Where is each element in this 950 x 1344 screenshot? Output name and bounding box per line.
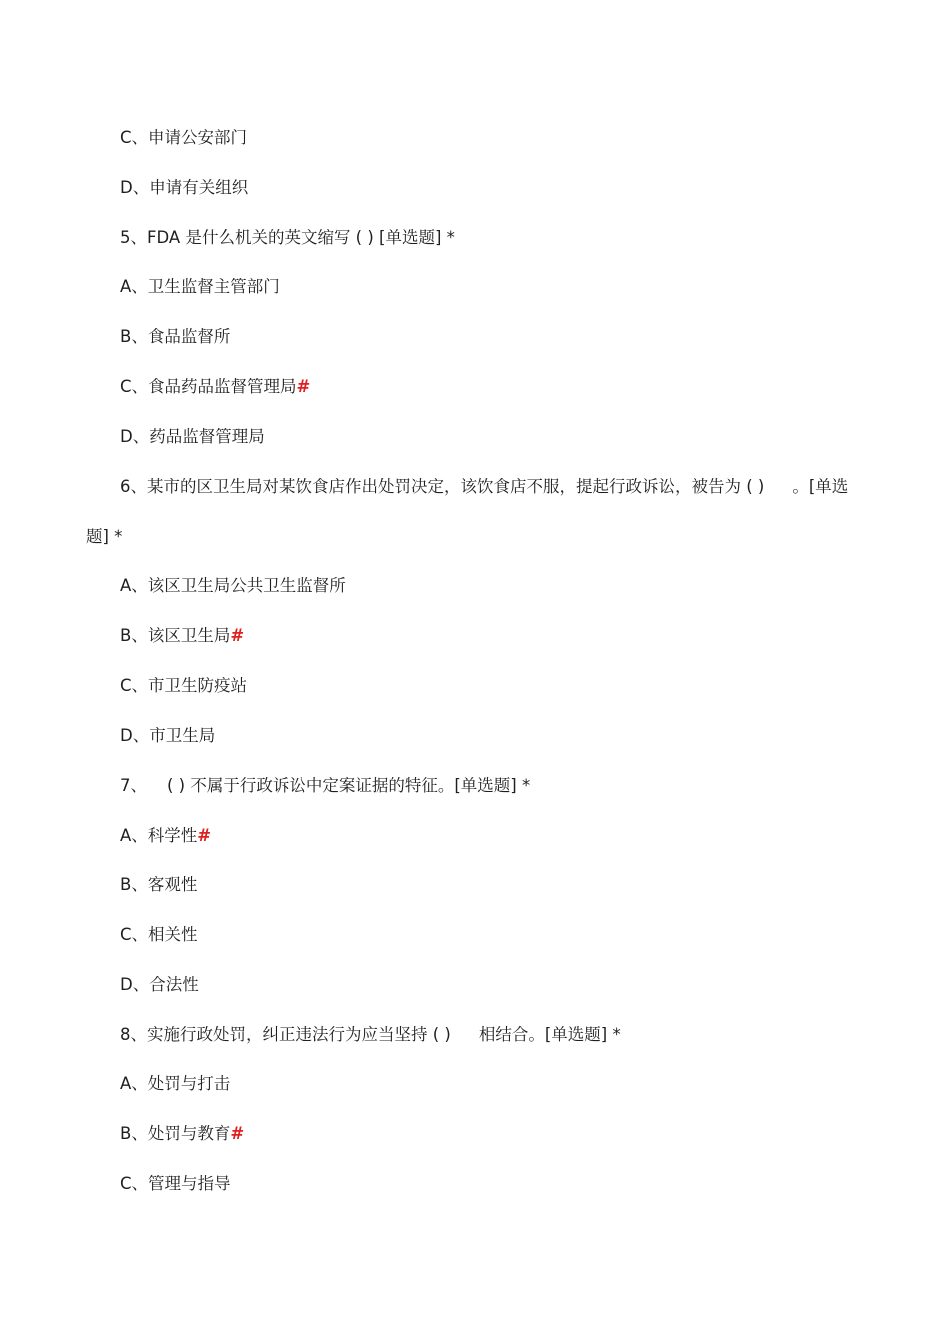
option-text: 科学性: [147, 826, 198, 845]
option-text: 管理与指导: [148, 1174, 231, 1193]
option-text: 申请有关组织: [149, 178, 249, 197]
question-number: 7、: [120, 776, 147, 795]
question-6: [120, 476, 848, 498]
option-letter: A、: [120, 1074, 148, 1093]
q6-option-a: [120, 575, 346, 597]
q7-option-d: [120, 974, 199, 996]
q5-option-c: [120, 376, 310, 398]
option-text: 处罚与教育: [147, 1124, 231, 1143]
option-letter: C、: [120, 1174, 149, 1193]
q7-option-b: [120, 874, 197, 896]
option-letter: D、: [120, 975, 150, 994]
option-letter: B、: [120, 626, 148, 645]
option-letter: C、: [120, 377, 149, 396]
question-text: ( ) 不属于行政诉讼中定案证据的特征。[单选题] *: [167, 776, 531, 795]
question-text-tail: 。[单选: [792, 477, 849, 496]
question-text: FDA 是什么机关的英文缩写 ( ) [单选题] *: [147, 228, 455, 247]
question-number: 6、: [120, 477, 147, 496]
q7-option-a: [120, 825, 211, 847]
question-8: [120, 1024, 621, 1046]
option-text: 该区卫生局: [147, 626, 231, 645]
q8-option-c: [120, 1173, 231, 1195]
q6-option-b: [120, 625, 244, 647]
option-letter: D、: [120, 178, 150, 197]
option-letter: A、: [120, 826, 148, 845]
question-text: 某市的区卫生局对某饮食店作出处罚决定，该饮食店不服，提起行政诉讼，被告为 ( ): [147, 477, 765, 496]
option-text: 处罚与打击: [147, 1074, 231, 1093]
option-text: 市卫生防疫站: [148, 676, 248, 695]
option-letter: A、: [120, 277, 148, 296]
q4-option-d: [120, 177, 248, 199]
option-letter: C、: [120, 925, 149, 944]
q6-option-d: [120, 725, 215, 747]
q5-option-b: [120, 326, 230, 348]
option-letter: B、: [120, 875, 148, 894]
q8-option-a: [120, 1073, 230, 1095]
q5-option-d: [120, 426, 265, 448]
correct-answer-mark: #: [230, 1124, 245, 1143]
option-letter: C、: [120, 128, 149, 147]
q8-option-b: [120, 1123, 244, 1145]
question-5: [120, 227, 455, 249]
option-text: 卫生监督主管部门: [147, 277, 280, 296]
option-text: 食品监督所: [147, 327, 231, 346]
option-text: 申请公安部门: [148, 128, 248, 147]
option-text: 合法性: [149, 975, 199, 994]
q4-option-c: [120, 127, 247, 149]
question-number: 5、: [120, 228, 147, 247]
question-text-tail: 相结合。[单选题] *: [478, 1025, 621, 1044]
correct-answer-mark: #: [296, 377, 311, 396]
question-text: 题] *: [86, 527, 123, 546]
question-6-continuation: [86, 526, 122, 548]
option-letter: D、: [120, 726, 150, 745]
option-text: 该区卫生局公共卫生监督所: [147, 576, 346, 595]
option-letter: B、: [120, 1124, 148, 1143]
correct-answer-mark: #: [197, 826, 212, 845]
option-text: 相关性: [148, 925, 198, 944]
question-number: 8、: [120, 1025, 147, 1044]
option-letter: A、: [120, 576, 148, 595]
question-7: [120, 775, 530, 797]
question-text: 实施行政处罚，纠正违法行为应当坚持 ( ): [147, 1025, 451, 1044]
option-letter: D、: [120, 427, 150, 446]
option-text: 食品药品监督管理局: [148, 377, 297, 396]
option-text: 市卫生局: [149, 726, 216, 745]
q5-option-a: [120, 276, 280, 298]
option-letter: B、: [120, 327, 148, 346]
correct-answer-mark: #: [230, 626, 245, 645]
option-letter: C、: [120, 676, 149, 695]
option-text: 客观性: [147, 875, 198, 894]
option-text: 药品监督管理局: [149, 427, 265, 446]
q6-option-c: [120, 675, 247, 697]
q7-option-c: [120, 924, 198, 946]
